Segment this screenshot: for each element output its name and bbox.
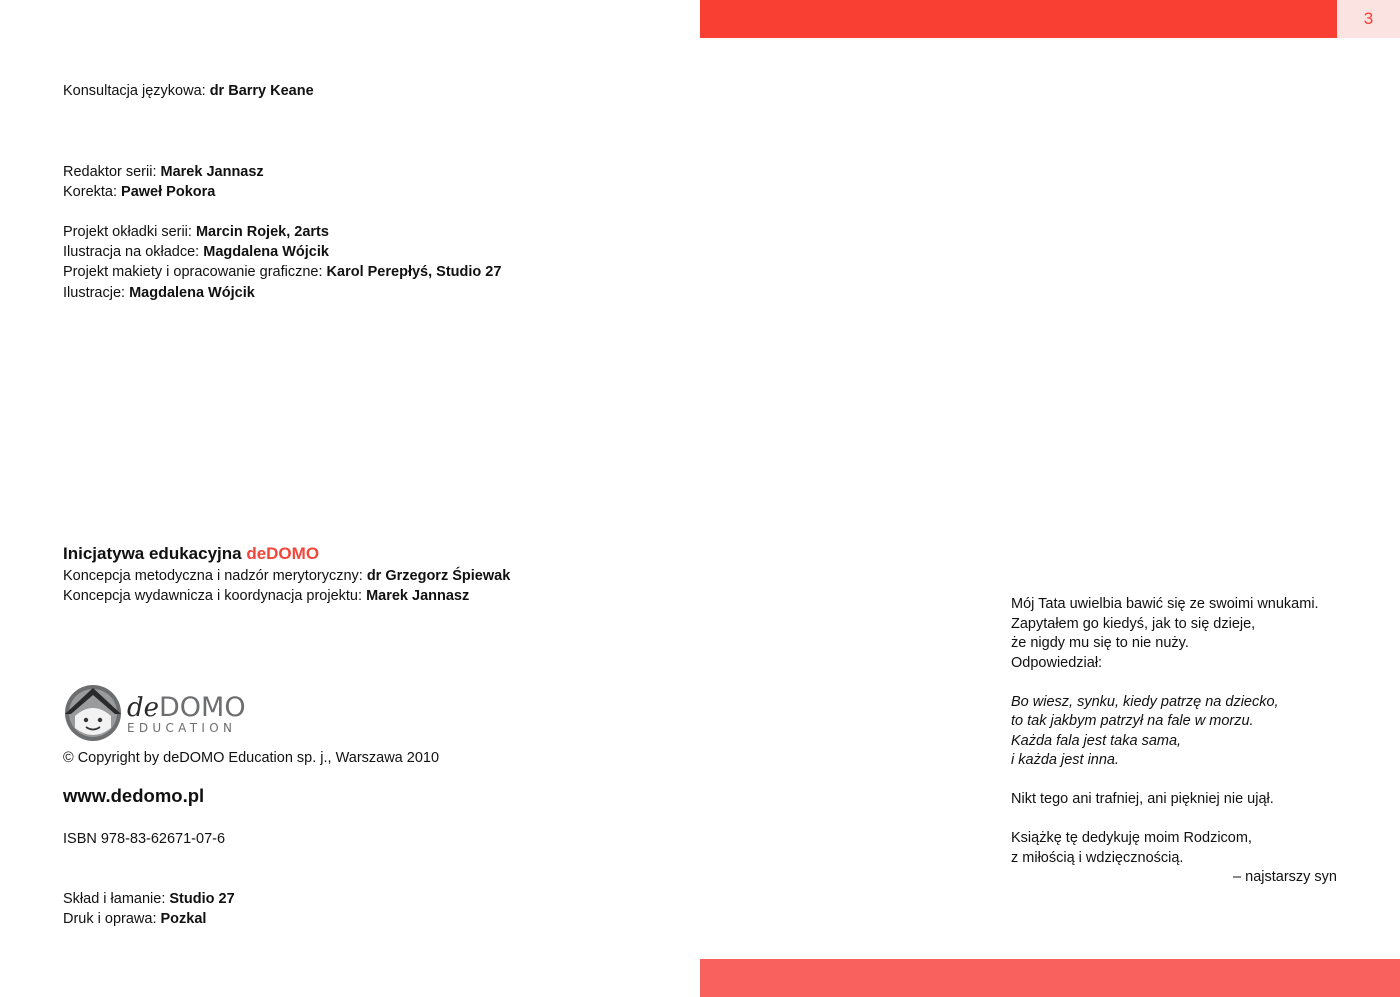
spacer (1011, 771, 1337, 791)
dedication-line: że nigdy mu się to nie nuży. (1011, 635, 1189, 651)
logo-script: de (127, 693, 160, 723)
credit-label: Ilustracje: (63, 285, 130, 301)
quote-line: i każda jest inna. (1011, 752, 1120, 768)
logo-sub: EDUCATION (127, 721, 237, 735)
website-link[interactable]: www.dedomo.pl (63, 785, 205, 806)
credit-value: Marek Jannasz (160, 164, 264, 180)
credit-value: Paweł Pokora (121, 184, 216, 200)
credit-label: Konsultacja językowa: (63, 83, 210, 99)
initiative-title: Inicjatywa edukacyjna (63, 544, 247, 563)
dedication-remark: Nikt tego ani trafniej, ani piękniej nie ujął. (1011, 791, 1274, 807)
credit-label: Koncepcja metodyczna i nadzór merytoryczny: (63, 568, 367, 584)
credit-cover-design (63, 222, 329, 242)
closing-line: Książkę tę dedykuję moim Rodzicom, (1011, 830, 1252, 846)
credit-label: Projekt makiety i opracowanie graficzne: (63, 264, 327, 280)
credit-methodology (63, 566, 510, 586)
initiative-brand: deDOMO (246, 544, 320, 563)
credit-value: Magdalena Wójcik (129, 285, 255, 301)
quote-line: Każda fala jest taka sama, (1011, 732, 1182, 749)
dedication-line: Zapytałem go kiedyś, jak to się dzieje, (1011, 615, 1256, 632)
credit-value: dr Barry Keane (209, 83, 314, 99)
dedomo-education-logo (63, 682, 263, 744)
initiative-heading (63, 544, 319, 564)
credit-cover-illustration (63, 242, 329, 262)
page-number: 3 (1337, 0, 1400, 38)
house-face-logo-icon (63, 682, 263, 744)
credit-series-editor (63, 162, 264, 182)
credit-label: Ilustracja na okładce: (63, 244, 204, 260)
spacer (1011, 673, 1337, 693)
credit-value: dr Grzegorz Śpiewak (366, 568, 511, 584)
credit-label: Redaktor serii: (63, 164, 161, 180)
credit-label: Druk i oprawa: (63, 911, 161, 927)
credit-value: Karol Perepłyś, Studio 27 (326, 264, 502, 280)
spacer (1011, 810, 1337, 830)
quote-line: to tak jakbym patrzył na fale w morzu. (1011, 713, 1254, 729)
credit-language (63, 81, 314, 101)
credit-value: Marek Jannasz (366, 588, 470, 604)
credit-value: Studio 27 (169, 891, 235, 907)
credit-label: Korekta: (63, 184, 122, 200)
credit-value: Magdalena Wójcik (203, 244, 329, 260)
copyright-line: © Copyright by deDOMO Education sp. j., Warszawa 2010 (63, 750, 440, 766)
credit-label: Skład i łamanie: (63, 891, 170, 907)
dedication-signature: – najstarszy syn (1233, 869, 1337, 885)
credit-publishing (63, 586, 469, 606)
credit-typesetting (63, 889, 235, 909)
isbn-line: ISBN 978-83-62671-07-6 (63, 831, 226, 847)
logo-main: DOMO (159, 692, 246, 723)
dedication-line: Odpowiedział: (1011, 654, 1103, 671)
credit-label: Koncepcja wydawnicza i koordynacja projektu: (63, 588, 367, 604)
credit-proofreading (63, 182, 215, 202)
dedication-line: Mój Tata uwielbia bawić się ze swoimi wnukami. (1011, 596, 1319, 612)
credit-illustrations (63, 283, 255, 303)
dedication (1011, 595, 1337, 888)
closing-line: z miłością i wdzięcznością. (1011, 849, 1184, 866)
credit-label: Projekt okładki serii: (63, 224, 196, 240)
quote-line: Bo wiesz, synku, kiedy patrzę na dziecko, (1011, 693, 1279, 710)
credit-layout (63, 262, 501, 282)
top-accent-bar (700, 0, 1337, 38)
bottom-accent-bar (700, 959, 1400, 997)
credit-value: Pozkal (160, 911, 207, 927)
credit-printing (63, 909, 206, 929)
credit-value: Marcin Rojek, 2arts (195, 224, 329, 240)
